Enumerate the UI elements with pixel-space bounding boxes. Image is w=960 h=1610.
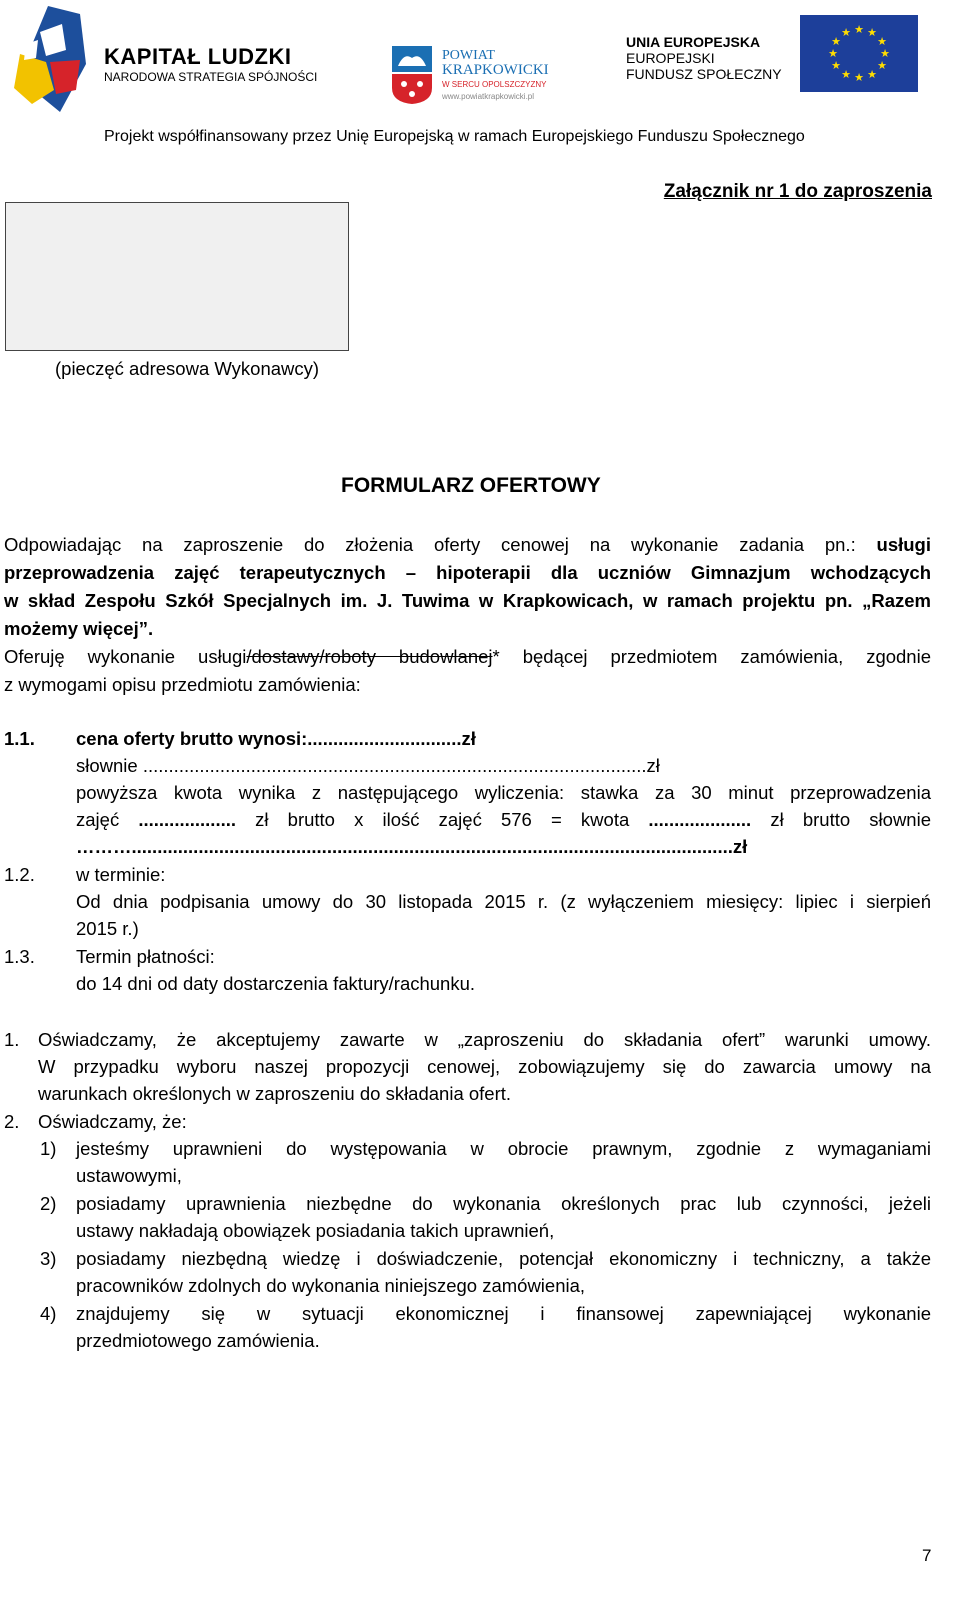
calc-line1: powyższa kwota wynika z następującego wyliczenia: stawka za 30 minut przeprowadzenia (76, 782, 931, 803)
offer-strike: /dostawy/roboty budowlanej (246, 646, 493, 667)
sub-3-number: 3) (40, 1248, 57, 1269)
rate-field[interactable]: ................... (138, 809, 237, 830)
kapital-title: KAPITAŁ LUDZKI (104, 44, 292, 69)
svg-text:★: ★ (854, 23, 864, 36)
eu-line1: UNIA EUROPEJSKA (626, 34, 761, 50)
calc-c: zł brutto słownie (770, 809, 931, 830)
stamp-label: (pieczęć adresowa Wykonawcy) (55, 358, 320, 379)
stamp-box[interactable] (5, 202, 349, 351)
eu-flag (800, 15, 918, 92)
amount-words-field[interactable]: ……….....................................................................................................................zł (76, 836, 748, 857)
item-1-3-number: 1.3. (4, 946, 35, 967)
svg-text:★: ★ (841, 26, 851, 39)
svg-text:★: ★ (831, 59, 841, 72)
eu-text (626, 34, 782, 82)
sub-1-number: 1) (40, 1138, 57, 1159)
offer-line2: z wymogami opisu przedmiotu zamówienia: (4, 674, 361, 695)
powiat-url: www.powiatkrapkowicki.pl (442, 92, 535, 101)
svg-text:★: ★ (877, 59, 887, 72)
decl-1-number: 1. (4, 1029, 20, 1050)
decl-1-line2: W przypadku wyboru naszej propozycji cenowej, zobowiązujemy się do zawarcia umowy na (38, 1056, 931, 1077)
term-line2: 2015 r.) (76, 918, 139, 939)
sub-4-line2: przedmiotowego zamówienia. (76, 1330, 320, 1351)
eu-line3: FUNDUSZ SPOŁECZNY (626, 66, 782, 82)
sub-3-line1: posiadamy niezbędną wiedzę i doświadczenie, potencjał ekonomiczny i techniczny, a także (76, 1248, 931, 1269)
decl-2-label: Oświadczamy, że: (38, 1111, 187, 1132)
item-1-1-number: 1.1. (4, 728, 35, 749)
payment-label: Termin płatności: (76, 946, 215, 967)
decl-2-number: 2. (4, 1111, 20, 1132)
svg-text:★: ★ (877, 35, 887, 48)
form-title: FORMULARZ OFERTOWY (341, 474, 601, 497)
svg-text:★: ★ (828, 47, 838, 60)
page-number: 7 (922, 1546, 932, 1565)
offer-part2: * będącej przedmiotem zamówienia, zgodnie (492, 646, 931, 667)
powiat-line1: POWIAT (442, 48, 495, 63)
price-words-field[interactable]: słownie ..................................................................................................zł (76, 755, 660, 776)
eu-flag-icon (800, 15, 918, 92)
calc-b: zł brutto x ilość zajęć 576 = kwota (255, 809, 630, 830)
intro-line1 (4, 531, 931, 559)
sub-2-line2: ustawy nakładają obowiązek posiadania takich uprawnień, (76, 1220, 555, 1241)
sub-4-number: 4) (40, 1303, 57, 1324)
kapital-ludzki-logo (10, 4, 340, 116)
sub-1-line1: jesteśmy uprawnieni do występowania w obrocie prawnym, zgodnie z wymaganiami (76, 1138, 931, 1159)
svg-text:★: ★ (831, 35, 841, 48)
intro-line4: możemy więcej”. (4, 618, 154, 639)
kapital-ludzki-emblem-icon (10, 4, 90, 116)
intro-paragraph (4, 531, 931, 699)
sub-3-line2: pracowników zdolnych do wykonania niniejszego zamówienia, (76, 1275, 586, 1296)
sub-4-line1: znajdujemy się w sytuacji ekonomicznej i finansowej zapewniającej wykonanie (76, 1303, 931, 1324)
powiat-line3: W SERCU OPOLSZCZYZNY (442, 80, 547, 89)
offer-line1 (4, 643, 931, 671)
sub-2-line1: posiadamy uprawnienia niezbędne do wykonania określonych prac lub czynności, jeżeli (76, 1193, 931, 1214)
term-label: w terminie: (76, 864, 166, 885)
decl-1-line3: warunkach określonych w zaproszeniu do składania ofert. (38, 1083, 512, 1104)
svg-text:★: ★ (867, 68, 877, 81)
attachment-label: Załącznik nr 1 do zaproszenia (663, 181, 932, 202)
decl-1-line1: Oświadczamy, że akceptujemy zawarte w „zaproszeniu do składania ofert” warunki umowy. (38, 1029, 931, 1050)
intro-prefix: Odpowiadając na zaproszenie do złożenia oferty cenowej na wykonanie zadania pn.: (4, 534, 856, 555)
sub-1-line2: ustawowymi, (76, 1165, 182, 1186)
payment-value: do 14 dni od daty dostarczenia faktury/rachunku. (76, 973, 476, 994)
powiat-crest-icon (390, 44, 434, 104)
svg-text:★: ★ (854, 71, 864, 84)
intro-line3: w skład Zespołu Szkół Specjalnych im. J. Tuwima w Krapkowicach, w ramach projektu pn. „Razem (4, 590, 931, 611)
cofinance-note: Projekt współfinansowany przez Unię Europejską w ramach Europejskiego Funduszu Społecznego (104, 128, 805, 145)
intro-bold1: usługi (876, 534, 931, 555)
offer-part1: Oferuję wykonanie usługi (4, 646, 247, 667)
item-1-2-number: 1.2. (4, 864, 35, 885)
svg-text:★: ★ (841, 68, 851, 81)
powiat-logo (390, 44, 560, 106)
calc-line2 (76, 806, 931, 834)
eu-line2: EUROPEJSKI (626, 50, 715, 66)
intro-line2: przeprowadzenia zajęć terapeutycznych – hipoterapii dla uczniów Gimnazjum wchodzących (4, 562, 931, 583)
calc-a: zajęć (76, 809, 120, 830)
svg-text:★: ★ (880, 47, 890, 60)
kapital-subtitle: NARODOWA STRATEGIA SPÓJNOŚCI (104, 70, 318, 84)
sub-2-number: 2) (40, 1193, 57, 1214)
term-line1: Od dnia podpisania umowy do 30 listopada 2015 r. (z wyłączeniem miesięcy: lipiec i sierpień (76, 891, 931, 912)
amount-field[interactable]: .................... (648, 809, 752, 830)
powiat-line2: KRAPKOWICKI (442, 62, 549, 78)
price-field[interactable]: cena oferty brutto wynosi:..............................zł (76, 728, 476, 749)
svg-text:★: ★ (867, 26, 877, 39)
